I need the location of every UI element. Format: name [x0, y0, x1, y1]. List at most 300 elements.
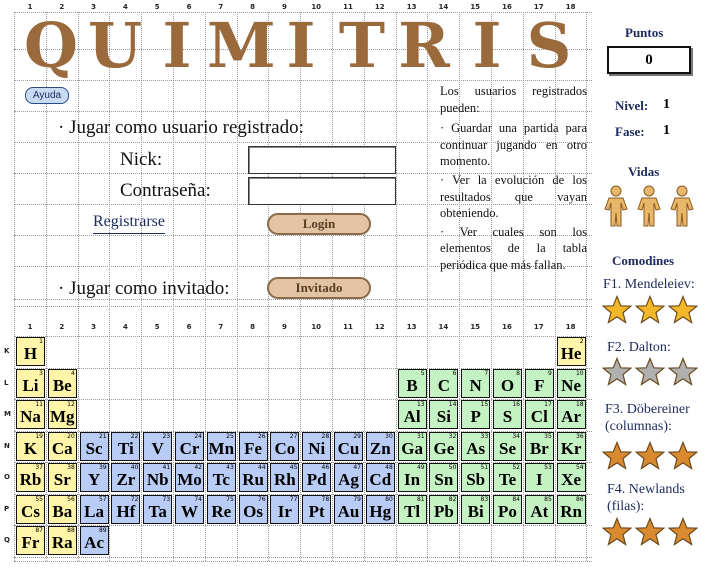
- atomic-number: 27: [289, 432, 298, 440]
- column-number: 18: [565, 3, 576, 11]
- atomic-number: 7: [484, 369, 489, 377]
- element-cell-o[interactable]: [493, 369, 522, 398]
- element-symbol: Au: [337, 501, 360, 521]
- element-cell-cl[interactable]: [525, 400, 554, 429]
- help-button[interactable]: [25, 87, 69, 104]
- column-number: 4: [122, 323, 128, 331]
- star-icon[interactable]: [635, 441, 665, 471]
- title-letter: I: [472, 9, 502, 82]
- element-cell-co[interactable]: [270, 432, 299, 461]
- element-cell-mo[interactable]: [175, 463, 204, 492]
- column-number: 12: [374, 3, 385, 11]
- atomic-number: 17: [544, 401, 552, 408]
- atomic-number: 47: [353, 464, 361, 471]
- element-symbol: Ta: [148, 501, 167, 521]
- element-cell-as[interactable]: [461, 432, 490, 461]
- help-label: Ayuda: [32, 90, 62, 101]
- info-item-save: · Guardar una partida para continuar jugando en otro momento.: [440, 121, 587, 169]
- phase-label: Fase:: [615, 124, 645, 139]
- wildcard-1-label: F1. Mendeleiev:: [603, 277, 695, 292]
- column-number: 4: [122, 3, 128, 11]
- element-symbol: B: [406, 375, 418, 395]
- element-symbol: Rh: [274, 470, 296, 489]
- element-symbol: Zr: [116, 470, 136, 489]
- column-number: 11: [343, 3, 353, 11]
- atomic-number: 37: [35, 464, 43, 471]
- star-icon[interactable]: [668, 517, 698, 547]
- element-symbol: Mn: [208, 438, 235, 458]
- column-number: 1: [27, 323, 33, 331]
- atomic-number: 33: [480, 432, 489, 440]
- element-symbol: Ar: [561, 407, 581, 426]
- element-cell-si[interactable]: [429, 400, 458, 429]
- nick-label: Nick:: [120, 149, 163, 170]
- element-cell-v[interactable]: [143, 432, 172, 461]
- element-cell-y[interactable]: [80, 463, 109, 492]
- title-letter: I: [286, 9, 316, 82]
- guest-heading: · Jugar como invitado:: [58, 278, 230, 299]
- element-cell-pt[interactable]: [302, 495, 331, 524]
- atomic-number: 75: [226, 495, 234, 503]
- element-cell-sb[interactable]: [461, 463, 490, 492]
- element-cell-ir[interactable]: [270, 495, 299, 524]
- element-cell-in[interactable]: [398, 463, 427, 492]
- element-symbol: Ra: [51, 533, 73, 552]
- element-symbol: Sn: [434, 470, 454, 489]
- element-cell-sn[interactable]: [429, 463, 458, 492]
- element-cell-al[interactable]: [398, 400, 427, 429]
- column-number: 2: [59, 3, 65, 11]
- element-symbol: Ru: [242, 470, 264, 489]
- element-symbol: Cu: [337, 438, 360, 458]
- element-cell-bi[interactable]: [461, 495, 490, 524]
- column-number: 14: [438, 3, 449, 11]
- info-intro: Los usuarios registrados pueden:: [440, 84, 587, 115]
- column-number: 10: [311, 323, 322, 331]
- element-cell-cr[interactable]: [175, 432, 204, 461]
- element-symbol: Br: [529, 438, 549, 458]
- atomic-number: 45: [289, 464, 298, 471]
- element-cell-sr[interactable]: [48, 463, 77, 492]
- element-cell-se[interactable]: [493, 432, 522, 461]
- column-number: 12: [374, 323, 385, 331]
- element-symbol: Re: [211, 501, 232, 521]
- atomic-number: 6: [452, 369, 457, 377]
- element-symbol: P: [470, 407, 481, 426]
- element-cell-at[interactable]: [525, 495, 554, 524]
- title-letter: I: [162, 9, 192, 82]
- star-icon[interactable]: [635, 295, 665, 325]
- element-cell-c[interactable]: [429, 369, 458, 398]
- element-cell-ge[interactable]: [429, 432, 458, 461]
- element-symbol: Te: [498, 470, 517, 489]
- element-symbol: Os: [243, 501, 264, 521]
- star-icon[interactable]: [602, 295, 632, 325]
- element-cell-br[interactable]: [525, 432, 554, 461]
- atomic-number: 22: [130, 432, 139, 440]
- element-cell-ac[interactable]: [80, 526, 109, 555]
- element-cell-cs[interactable]: [16, 495, 45, 524]
- element-cell-ar[interactable]: [557, 400, 586, 429]
- row-label: O: [4, 473, 10, 481]
- element-cell-rh[interactable]: [270, 463, 299, 492]
- grid-line-vertical: [14, 12, 15, 561]
- element-cell-ne[interactable]: [557, 369, 586, 398]
- points-value: 0: [645, 52, 653, 68]
- atomic-number: 9: [547, 369, 552, 377]
- element-symbol: Cr: [179, 438, 200, 458]
- atomic-number: 48: [385, 464, 393, 471]
- column-number: 8: [250, 323, 256, 331]
- element-cell-au[interactable]: [334, 495, 363, 524]
- row-label: P: [4, 504, 10, 513]
- element-cell-w[interactable]: [175, 495, 204, 524]
- element-cell-he[interactable]: [557, 337, 586, 366]
- element-cell-ta[interactable]: [143, 495, 172, 524]
- atomic-number: 32: [448, 432, 457, 440]
- atomic-number: 39: [98, 464, 107, 471]
- atomic-number: 19: [35, 432, 43, 440]
- atomic-number: 1: [39, 338, 43, 345]
- atomic-number: 38: [67, 464, 75, 471]
- element-cell-hg[interactable]: [366, 495, 395, 524]
- element-cell-fr[interactable]: [16, 526, 45, 555]
- column-number: 15: [470, 3, 481, 11]
- column-number: 16: [502, 323, 512, 331]
- column-number: 3: [91, 3, 97, 11]
- atomic-number: 86: [575, 495, 584, 503]
- element-symbol: Na: [20, 407, 41, 426]
- element-symbol: F: [534, 375, 545, 395]
- element-symbol: Nb: [146, 470, 169, 489]
- atomic-number: 40: [130, 464, 139, 471]
- star-icon[interactable]: [635, 517, 665, 547]
- element-cell-tc[interactable]: [207, 463, 236, 492]
- registered-heading: · Jugar como usuario registrado:: [58, 117, 304, 138]
- element-cell-pd[interactable]: [302, 463, 331, 492]
- row-label: N: [4, 441, 10, 450]
- element-cell-s[interactable]: [493, 400, 522, 429]
- info-panel: [440, 83, 587, 274]
- element-cell-mn[interactable]: [207, 432, 236, 461]
- guest-button[interactable]: [267, 277, 371, 299]
- atomic-number: 85: [544, 495, 552, 503]
- atomic-number: 56: [67, 495, 75, 503]
- column-number: 17: [533, 3, 544, 11]
- element-symbol: Ca: [51, 438, 73, 458]
- element-cell-b[interactable]: [398, 369, 427, 398]
- element-cell-ca[interactable]: [48, 432, 77, 461]
- info-item-failures: · Ver cuales son los elementos de la tabla periódica que más fallan.: [440, 224, 587, 272]
- element-symbol: Y: [87, 470, 101, 489]
- element-symbol: Si: [436, 407, 451, 426]
- element-cell-xe[interactable]: [557, 463, 586, 492]
- atomic-number: 87: [35, 527, 43, 534]
- element-symbol: Ac: [84, 533, 104, 552]
- element-symbol: As: [466, 438, 486, 458]
- points-label: Puntos: [625, 25, 664, 40]
- atomic-number: 23: [162, 432, 171, 440]
- atomic-number: 76: [257, 495, 266, 503]
- level-value: 1: [663, 97, 670, 112]
- title-letter: M: [207, 9, 276, 82]
- life-icon: [636, 185, 662, 227]
- element-cell-po[interactable]: [493, 495, 522, 524]
- element-cell-kr[interactable]: [557, 432, 586, 461]
- register-link-label: Registrarse: [93, 213, 165, 230]
- wildcard-4-label: F4. Newlands (filas):: [607, 482, 685, 514]
- element-symbol: O: [500, 375, 515, 395]
- element-symbol: S: [502, 407, 513, 426]
- login-button[interactable]: [267, 213, 371, 235]
- atomic-number: 15: [480, 401, 489, 408]
- element-cell-rn[interactable]: [557, 495, 586, 524]
- element-cell-ga[interactable]: [398, 432, 427, 461]
- lives-label: Vidas: [628, 164, 660, 179]
- element-cell-h[interactable]: [16, 337, 45, 366]
- guest-label: Invitado: [295, 280, 343, 295]
- element-cell-rb[interactable]: [16, 463, 45, 492]
- element-symbol: Zn: [369, 438, 391, 458]
- star-icon[interactable]: [602, 517, 632, 547]
- atomic-number: 82: [448, 495, 457, 503]
- element-cell-la[interactable]: [80, 495, 109, 524]
- element-symbol: Co: [274, 438, 296, 458]
- element-symbol: Cd: [369, 470, 392, 489]
- atomic-number: 89: [98, 527, 107, 534]
- column-number: 7: [218, 323, 224, 331]
- column-number: 13: [406, 3, 417, 11]
- atomic-number: 41: [162, 464, 171, 471]
- atomic-number: 18: [575, 401, 584, 408]
- element-symbol: W: [181, 501, 198, 521]
- element-symbol: Tl: [404, 501, 421, 521]
- atomic-number: 57: [98, 495, 107, 503]
- phase-value: 1: [663, 123, 670, 138]
- element-cell-n[interactable]: [461, 369, 490, 398]
- element-symbol: Rn: [560, 501, 582, 521]
- life-icon: [603, 185, 629, 227]
- column-number: 6: [186, 323, 192, 331]
- element-cell-be[interactable]: [48, 369, 77, 398]
- column-number: 9: [281, 3, 287, 11]
- star-icon[interactable]: [668, 357, 698, 387]
- column-number: 8: [250, 3, 256, 11]
- element-symbol: Ba: [52, 501, 73, 521]
- grid-line-horizontal: [14, 336, 592, 337]
- atomic-number: 29: [353, 432, 361, 440]
- column-number: 6: [186, 3, 192, 11]
- element-cell-ra[interactable]: [48, 526, 77, 555]
- atomic-number: 80: [385, 495, 393, 503]
- element-symbol: Pb: [433, 501, 454, 521]
- element-symbol: Hf: [116, 501, 136, 521]
- element-symbol: At: [530, 501, 549, 521]
- element-symbol: Mo: [177, 470, 202, 489]
- password-input[interactable]: [248, 177, 396, 205]
- element-symbol: Mg: [50, 407, 75, 426]
- atomic-number: 78: [321, 495, 330, 503]
- atomic-number: 11: [35, 401, 43, 408]
- element-symbol: Ga: [401, 438, 423, 458]
- element-cell-ru[interactable]: [239, 463, 268, 492]
- element-symbol: Ge: [433, 438, 455, 458]
- element-symbol: Fr: [21, 533, 40, 552]
- atomic-number: 73: [162, 495, 171, 503]
- element-symbol: Sr: [53, 470, 71, 489]
- element-cell-cd[interactable]: [366, 463, 395, 492]
- atomic-number: 26: [257, 432, 266, 440]
- atomic-number: 74: [194, 495, 202, 503]
- element-cell-re[interactable]: [207, 495, 236, 524]
- star-icon[interactable]: [668, 295, 698, 325]
- atomic-number: 77: [289, 495, 298, 503]
- element-symbol: Rb: [19, 470, 42, 489]
- row-label: M: [4, 410, 11, 418]
- element-cell-mg[interactable]: [48, 400, 77, 429]
- element-cell-zn[interactable]: [366, 432, 395, 461]
- column-number: 16: [502, 3, 512, 11]
- register-link[interactable]: [93, 213, 165, 234]
- atomic-number: 54: [575, 464, 584, 471]
- atomic-number: 79: [353, 495, 361, 503]
- element-symbol: Be: [52, 375, 72, 395]
- grid-line-horizontal: [14, 561, 592, 562]
- element-symbol: Ne: [561, 375, 581, 395]
- atomic-number: 21: [98, 432, 107, 440]
- element-cell-cu[interactable]: [334, 432, 363, 461]
- info-item-results: · Ver la evolución de los resultados que vayan obteniendo.: [440, 172, 587, 221]
- element-cell-k[interactable]: [16, 432, 45, 461]
- element-symbol: I: [535, 470, 543, 489]
- star-icon[interactable]: [602, 357, 632, 387]
- atomic-number: 83: [480, 495, 489, 503]
- element-cell-ag[interactable]: [334, 463, 363, 492]
- atomic-number: 81: [416, 495, 425, 503]
- column-number: 11: [343, 323, 353, 331]
- life-icon: [669, 185, 695, 227]
- atomic-number: 44: [257, 464, 266, 471]
- element-symbol: Kr: [560, 438, 582, 458]
- element-symbol: La: [84, 501, 105, 521]
- atomic-number: 24: [194, 432, 202, 440]
- element-symbol: Fe: [244, 438, 263, 458]
- level-label: Nivel:: [615, 98, 649, 113]
- title-letter: U: [87, 9, 143, 82]
- element-cell-li[interactable]: [16, 369, 45, 398]
- grid-line-horizontal: [14, 306, 592, 307]
- element-cell-os[interactable]: [239, 495, 268, 524]
- element-symbol: K: [23, 438, 38, 458]
- element-symbol: Xe: [561, 470, 581, 489]
- password-label: Contraseña:: [120, 180, 211, 201]
- wildcard-2-label: F2. Dalton:: [607, 340, 671, 355]
- column-number: 15: [470, 323, 481, 331]
- star-icon[interactable]: [602, 441, 632, 471]
- element-symbol: In: [404, 470, 421, 489]
- element-cell-f[interactable]: [525, 369, 554, 398]
- column-number: 5: [154, 3, 160, 11]
- element-symbol: N: [469, 375, 482, 395]
- atomic-number: 51: [480, 464, 489, 471]
- row-label: Q: [4, 536, 10, 544]
- element-cell-zr[interactable]: [111, 463, 140, 492]
- grid-line-vertical: [237, 12, 238, 561]
- element-symbol: Al: [403, 407, 421, 426]
- element-symbol: Ag: [338, 470, 359, 489]
- element-cell-nb[interactable]: [143, 463, 172, 492]
- column-number: 2: [59, 323, 65, 331]
- element-cell-pb[interactable]: [429, 495, 458, 524]
- element-cell-te[interactable]: [493, 463, 522, 492]
- atomic-number: 8: [516, 369, 520, 377]
- star-icon[interactable]: [668, 441, 698, 471]
- title-letter: T: [338, 9, 386, 82]
- atomic-number: 25: [226, 432, 234, 440]
- atomic-number: 34: [512, 432, 520, 440]
- row-label: L: [4, 378, 9, 387]
- atomic-number: 52: [512, 464, 520, 471]
- atomic-number: 55: [35, 495, 43, 503]
- atomic-number: 20: [67, 432, 75, 440]
- atomic-number: 14: [448, 401, 457, 408]
- nick-input[interactable]: [248, 146, 396, 174]
- column-number: 14: [438, 323, 449, 331]
- element-symbol: Ni: [308, 438, 326, 458]
- atomic-number: 13: [416, 401, 425, 408]
- element-cell-fe[interactable]: [239, 432, 268, 461]
- grid-line-vertical: [396, 12, 397, 561]
- star-icon[interactable]: [635, 357, 665, 387]
- points-box: [607, 46, 691, 74]
- grid-line-horizontal: [14, 557, 592, 558]
- atomic-number: 43: [226, 464, 234, 471]
- element-cell-i[interactable]: [525, 463, 554, 492]
- element-symbol: Pt: [308, 501, 325, 521]
- element-symbol: Cs: [21, 501, 40, 521]
- element-cell-hf[interactable]: [111, 495, 140, 524]
- atomic-number: 12: [67, 401, 75, 408]
- element-symbol: Se: [499, 438, 516, 458]
- element-cell-ba[interactable]: [48, 495, 77, 524]
- element-symbol: Bi: [467, 501, 484, 521]
- login-label: Login: [302, 216, 336, 231]
- element-cell-ni[interactable]: [302, 432, 331, 461]
- atomic-number: 10: [575, 369, 584, 377]
- column-number: 13: [406, 323, 417, 331]
- element-symbol: H: [23, 344, 38, 363]
- element-symbol: Tc: [212, 470, 230, 489]
- element-cell-ti[interactable]: [111, 432, 140, 461]
- element-symbol: Ir: [277, 501, 292, 521]
- column-number: 5: [154, 323, 160, 331]
- element-symbol: Cl: [530, 407, 548, 426]
- element-symbol: He: [560, 344, 582, 363]
- atomic-number: 53: [544, 464, 552, 471]
- element-cell-tl[interactable]: [398, 495, 427, 524]
- element-cell-p[interactable]: [461, 400, 490, 429]
- element-symbol: Pd: [306, 470, 327, 489]
- element-cell-sc[interactable]: [80, 432, 109, 461]
- atomic-number: 30: [385, 432, 393, 440]
- atomic-number: 42: [194, 464, 202, 471]
- element-symbol: Hg: [369, 501, 392, 521]
- element-cell-na[interactable]: [16, 400, 45, 429]
- row-label: K: [4, 347, 10, 355]
- atomic-number: 50: [448, 464, 457, 471]
- atomic-number: 88: [67, 527, 75, 534]
- atomic-number: 35: [544, 432, 552, 440]
